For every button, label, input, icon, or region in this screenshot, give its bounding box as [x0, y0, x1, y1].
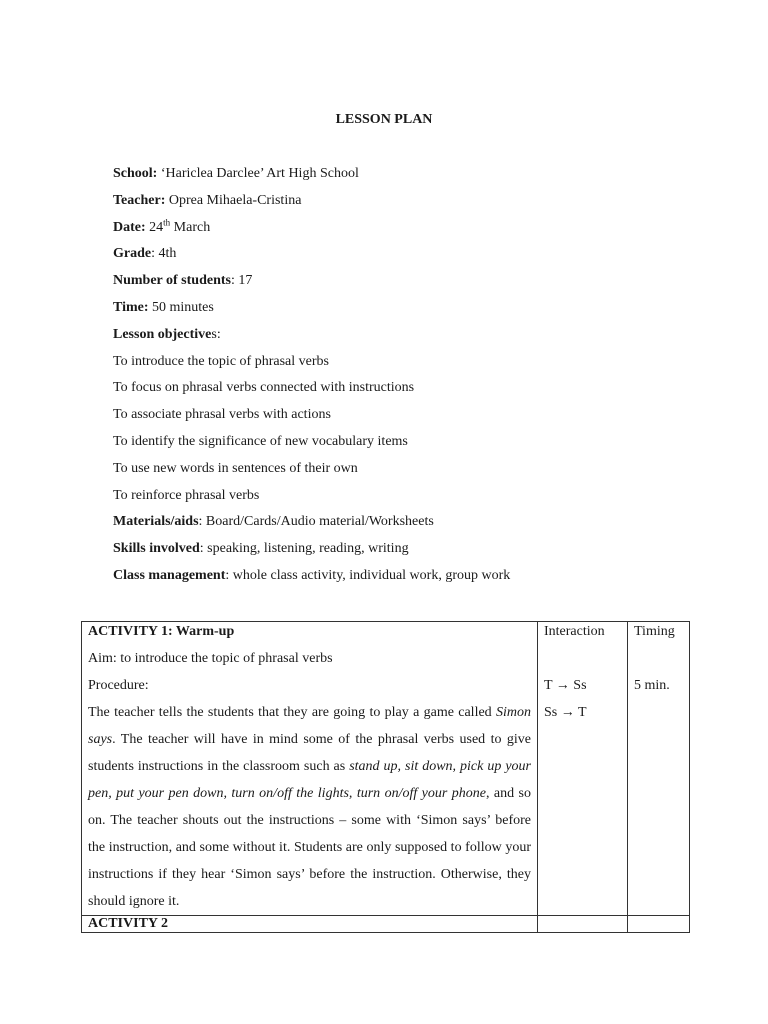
objective-item: To focus on phrasal verbs connected with instructions	[113, 380, 415, 396]
school-line	[113, 164, 673, 191]
procedure-examples: stand up, sit down, pick up your pen, put your pen down, turn on/off the lights, turn on/off your phone	[88, 759, 531, 801]
class-management-value: : whole class activity, individual work, group work	[225, 567, 511, 583]
objective-item: To identify the significance of new vocabulary items	[113, 433, 408, 449]
class-management-label: Class management	[113, 567, 226, 583]
materials-line	[113, 512, 673, 539]
date-month: March	[170, 219, 211, 235]
teacher-line	[113, 191, 673, 218]
grade-label: Grade	[113, 246, 152, 262]
objective-item: To introduce the topic of phrasal verbs	[113, 353, 329, 369]
date-day: 24	[145, 219, 164, 235]
timing-spacer	[634, 649, 683, 676]
activity-2-cell	[82, 916, 538, 933]
objective-item: To associate phrasal verbs with actions	[113, 407, 331, 423]
activity-1-title: ACTIVITY 1: Warm-up	[88, 624, 235, 639]
procedure-game-name: Simon says	[88, 705, 531, 747]
lesson-info	[113, 164, 673, 593]
time-line	[113, 298, 673, 325]
teacher-value: Oprea Mihaela-Cristina	[165, 192, 302, 208]
activities-table	[81, 621, 690, 933]
time-label: Time:	[113, 299, 149, 315]
activity-1-procedure-text	[88, 699, 531, 915]
activity-2-title: ACTIVITY 2	[88, 916, 168, 931]
timing-cell	[628, 622, 690, 916]
students-label: Number of students	[113, 273, 231, 289]
timing-1: 5 min.	[634, 678, 670, 693]
students-value: : 17	[230, 273, 253, 289]
objectives-label-tail: s:	[211, 326, 221, 342]
objectives-label: Lesson objective	[113, 326, 212, 342]
objective-item: To reinforce phrasal verbs	[113, 487, 260, 503]
interaction-header: Interaction	[544, 624, 605, 639]
interaction-cell	[538, 622, 628, 916]
objective-item: To use new words in sentences of their own	[113, 460, 358, 476]
time-value: 50 minutes	[148, 299, 214, 315]
activity-1-aim: Aim: to introduce the topic of phrasal verbs	[88, 651, 333, 666]
grade-value: : 4th	[151, 246, 177, 262]
grade-line	[113, 244, 673, 271]
activity-2-interaction-cell	[538, 916, 628, 933]
procedure-text-1: The teacher tells the students that they are going to play a game called	[88, 705, 496, 720]
activity-1-cell	[82, 622, 538, 916]
interaction-spacer	[544, 649, 621, 676]
activity-1-row	[82, 622, 690, 916]
activity-2-timing-cell	[628, 916, 690, 933]
teacher-label: Teacher:	[113, 192, 166, 208]
materials-label: Materials/aids	[113, 514, 199, 530]
class-management-line	[113, 566, 673, 593]
activity-1-procedure-label: Procedure:	[88, 678, 149, 693]
timing-header: Timing	[634, 624, 675, 639]
procedure-text-2: . The teacher will have in mind some of the phrasal verbs used to give students instructions in the classroom such as	[88, 732, 531, 774]
page-title: LESSON PLAN	[335, 112, 433, 127]
date-line	[113, 218, 673, 245]
activity-2-row	[82, 916, 690, 933]
students-line	[113, 271, 673, 298]
objectives-line	[113, 325, 673, 352]
date-suffix: th	[163, 216, 171, 227]
materials-value: : Board/Cards/Audio material/Worksheets	[198, 514, 434, 530]
interaction-1: T → Ss	[544, 678, 587, 693]
school-label: School:	[113, 166, 158, 181]
skills-value: : speaking, listening, reading, writing	[199, 541, 409, 557]
school-value: ‘Hariclea Darclee’ Art High School	[157, 166, 359, 181]
procedure-text-3: , and so on. The teacher shouts out the instructions – some with ‘Simon says’ before the instruction, and some without it. Students are only supposed to follow your instructions if they hear ‘Simon says’ before the instruction. Otherwise, they should ignore it.	[88, 786, 531, 909]
date-label: Date:	[113, 219, 146, 235]
skills-line	[113, 539, 673, 566]
interaction-2: Ss → T	[544, 705, 587, 720]
skills-label: Skills involved	[113, 541, 200, 557]
